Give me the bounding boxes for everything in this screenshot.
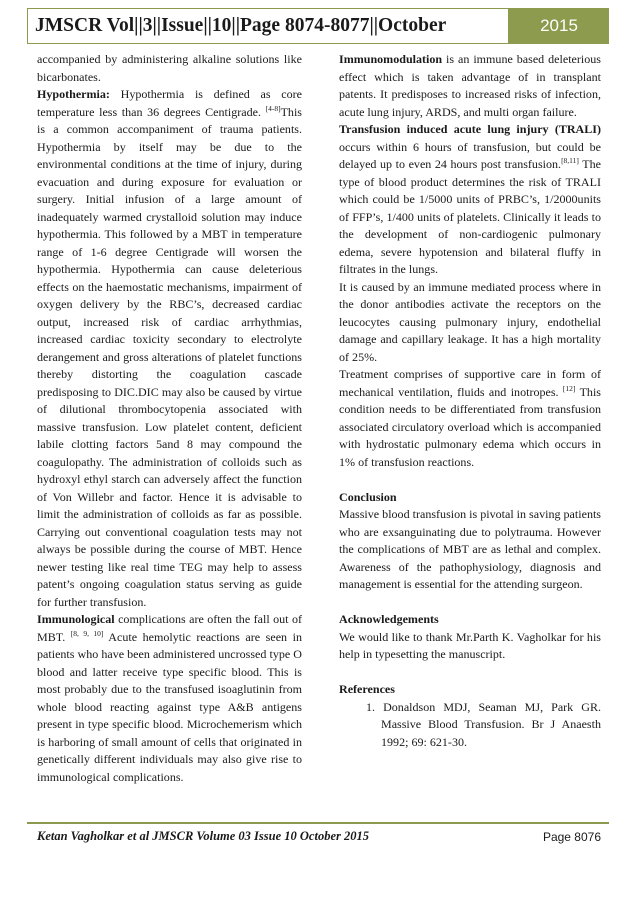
immunomodulation-text: is an immune based deleterious effect which is taken advantage of in transplant patents. It predisposes to increased risks of infection, acute lung injury, ARDS, and multi organ failure. [339, 52, 601, 119]
references-heading-text: References [339, 682, 395, 696]
conclusion-heading-text: Conclusion [339, 489, 397, 504]
paragraph-treatment [339, 366, 601, 471]
immunological-text-a: complications are often the fall out of MBT. [37, 612, 302, 644]
conclusion-heading [339, 489, 601, 507]
immunomodulation-heading: Immunomodulation [339, 52, 443, 66]
immunological-heading: Immunological [37, 612, 115, 626]
reference-item-1: 1. Donaldson MDJ, Seaman MJ, Park GR. Massive Blood Transfusion. Br J Anaesth 1992; 69: 621-30. [366, 699, 601, 749]
paragraph-hypothermia [37, 86, 302, 611]
immunological-text-b: Acute hemolytic reactions are seen in patients who have been administered uncrossed type O blood and latter receive type specific blood. This is most probably due to the transfused isoaglutinin from whole blood reacting against type A&B antigens present in type specific blood. Microchemerism which is harboring of small amount of cells that originated in genetically different individuals may also give rise to immunological complications. [37, 629, 302, 784]
acknowledgements-heading [339, 611, 601, 629]
paragraph-bicarbonates: accompanied by administering alkaline solutions like bicarbonates. [37, 52, 302, 84]
page-header [27, 8, 609, 44]
hypothermia-heading: Hypothermia: [37, 87, 110, 101]
treatment-text-a: Treatment comprises of supportive care in form of mechanical ventilation, fluids and inotropes. [339, 367, 601, 399]
header-year-badge: 2015 [509, 8, 609, 44]
footer-divider [27, 822, 609, 824]
paragraph-immunomodulation [339, 51, 601, 121]
paragraph-trali-cause: It is caused by an immune mediated process where in the donor antibodies activate the receptors on the leucocytes causing pulmonary injury, endothelial damage and capillary leakage. It has a high mortality of 25%. [339, 279, 601, 364]
citation-8-11: [8,11] [561, 156, 579, 165]
spacer [339, 471, 601, 489]
acknowledgements-text: We would like to thank Mr.Parth K. Vagholkar for his help in typesetting the manuscript. [339, 629, 601, 661]
paragraph-trali [339, 121, 601, 279]
trali-text-b: The type of blood product determines the risk of TRALI which could be 1/5000 units of PRBC’s, 1/2000units of FFP’s, 1/400 units of platelets. Clinically it leads to the development of non-cardiogenic pulmonary edema, severe hypotension and bilateral fluffy in filtrates in the lungs. [339, 157, 601, 276]
spacer [339, 594, 601, 612]
right-column [339, 51, 601, 751]
hypothermia-text-b: This is a common accompaniment of trauma patients. Hypothermia by itself may be due to the environmental conditions at the time of injury, during evacuation and during exposure for evaluation or surgery. Initial infusion of a large amount of inadequately warmed crystalloid solution may induce hypothermia. This followed by a MBT in temperature range of 1-6 degree Centigrade will worsen the hypothermia. Hypothermia can cause deleterious effects on the haemostatic mechanisms, impairment of oxygen delivery by the RBC’s, decreased cardiac output, increased risk of cardiac arrhythmias, increased cardiac toxicity secondary to electrolyte derangement and gross alterations of platelet functions thereby distorting the coagulation cascade predisposing to DIC.DIC may also be caused by virtue of dilutional thrombocytopenia associated with massive transfusion. Low platelet content, deficient labile clotting factors 5and 8 may compound the coagulopathy. The administration of colloids such as hydroxyl ethyl starch can adversely affect the function of Von Willebr and factor. Hence it is advisable to limit the administration of colloids as far as possible. Carrying out conventional coagulation tests may not always be possible during the course of MBT. Hence newer testing like real time TEG may help to assess patent’s ongoing coagulation status serving as guide for further transfusion. [37, 104, 302, 609]
references-heading [339, 681, 601, 699]
conclusion-text: Massive blood transfusion is pivotal in saving patients who are exsanguinating due to polytrauma. However the complications of MBT are as lethal and complex. Awareness of the pathophysiology, diagnosis and management is essential for the attending surgeon. [339, 507, 601, 591]
citation-12: [12] [562, 383, 576, 393]
trali-heading: Transfusion induced acute lung injury (TRALI) [339, 122, 601, 136]
paragraph-immunological [37, 611, 302, 786]
journal-header-title: JMSCR Vol||3||Issue||10||Page 8074-8077||October [27, 8, 509, 44]
treatment-text-b: This condition needs to be differentiated from transfusion associated circulatory overload which is accompanied with hydrostatic pulmonary edema which occurs in 1% of transfusion reactions. [339, 384, 601, 469]
left-column [37, 51, 302, 786]
acknowledgements-heading-text: Acknowledgements [339, 612, 439, 626]
footer-citation: Ketan Vagholkar et al JMSCR Volume 03 Issue 10 October 2015 [37, 829, 369, 843]
footer-page-number: Page 8076 [542, 830, 601, 844]
spacer [339, 664, 601, 682]
trali-text-a: occurs within 6 hours of transfusion, but could be delayed up to even 24 hours post transfusion. [339, 139, 601, 171]
hypothermia-text-a: Hypothermia is defined as core temperature less than 36 degrees Centigrade. [37, 87, 302, 119]
citation-4-8: [4-8] [265, 103, 281, 113]
citation-8-9-10: [8, 9, 10] [70, 628, 104, 638]
